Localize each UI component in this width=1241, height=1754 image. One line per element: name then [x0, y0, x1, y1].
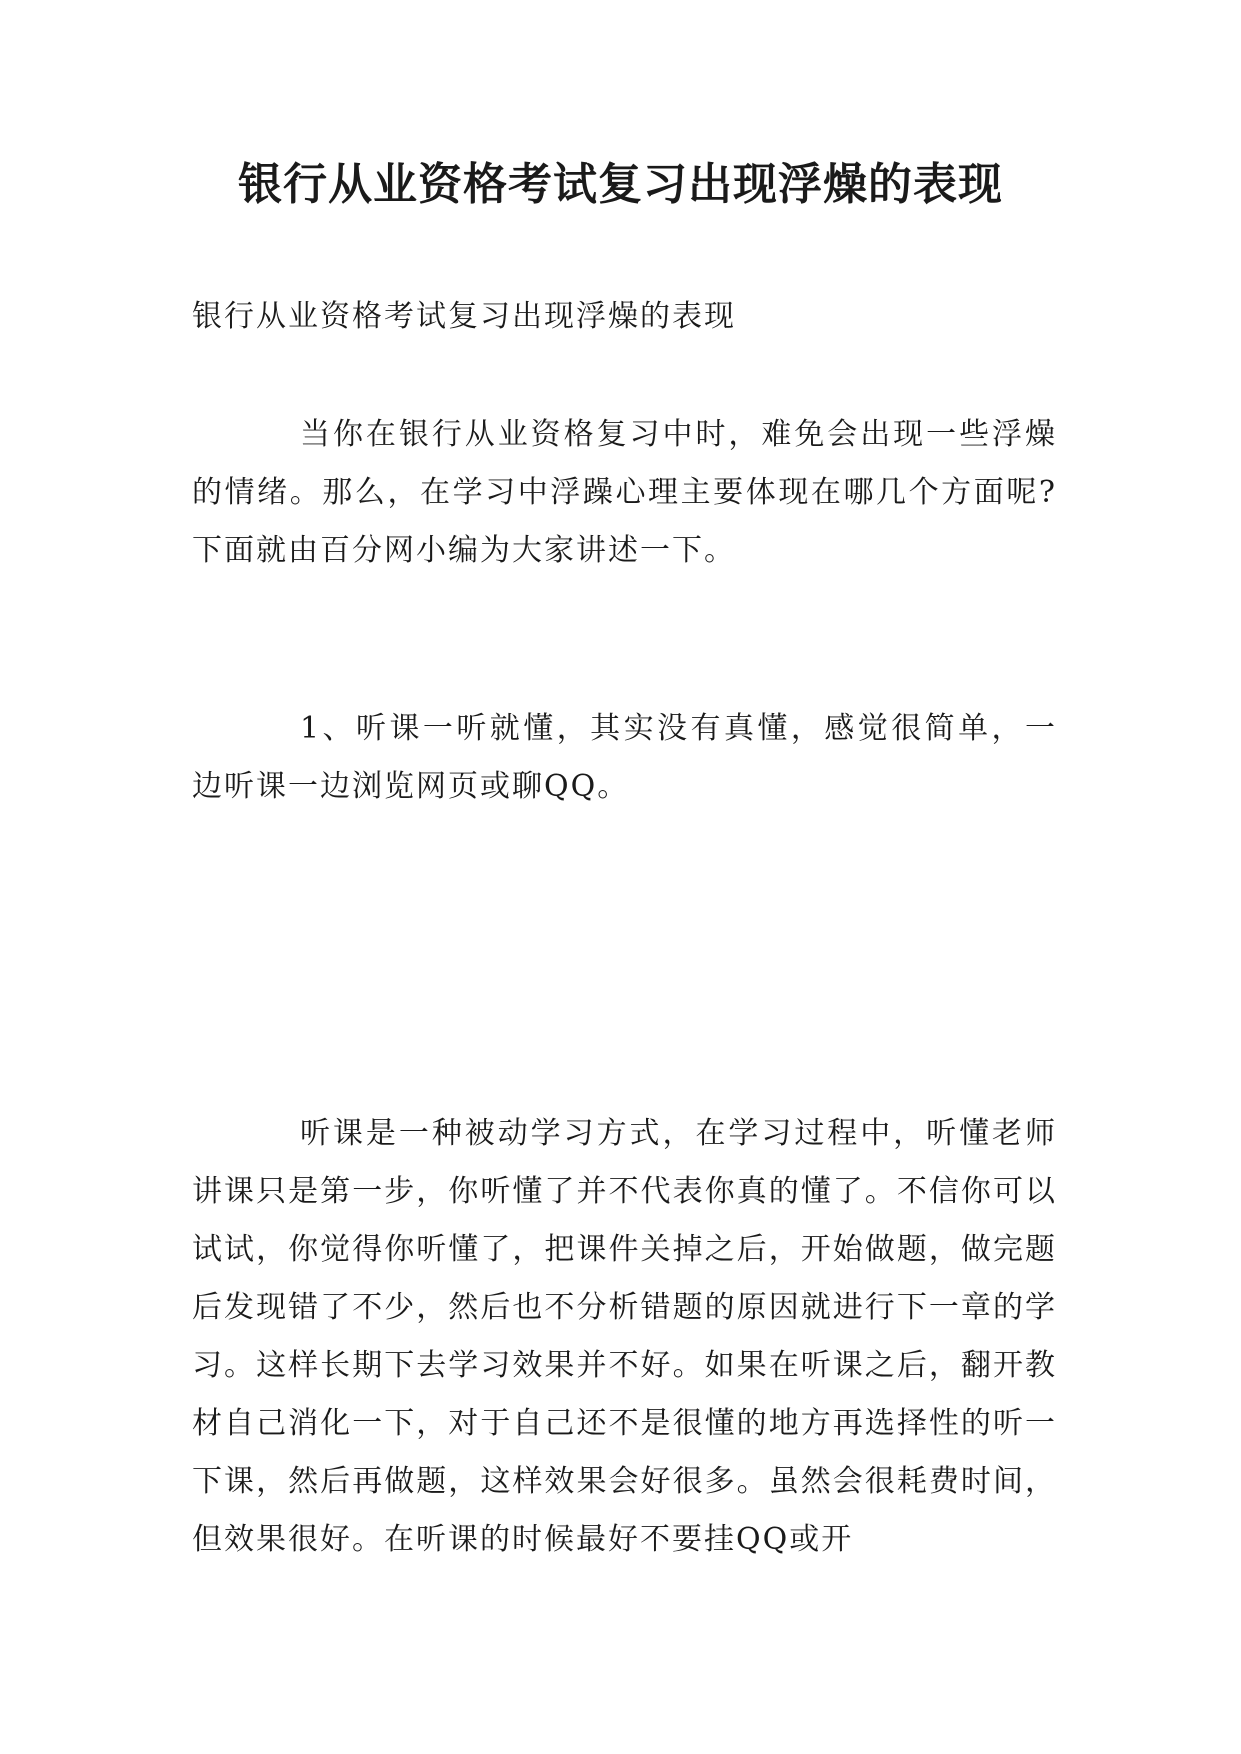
paragraph-intro: 当你在银行从业资格复习中时，难免会出现一些浮燥的情绪。那么，在学习中浮躁心理主要体现在哪几个方面呢?下面就由百分网小编为大家讲述一下。 — [192, 417, 1057, 568]
paragraph-point-1: 1、听课一听就懂，其实没有真懂，感觉很简单，一边听课一边浏览网页或聊QQ。 — [192, 711, 1057, 804]
paragraph-explanation: 听课是一种被动学习方式，在学习过程中，听懂老师讲课只是第一步，你听懂了并不代表你真的懂了。不信你可以试试，你觉得你听懂了，把课件关掉之后，开始做题，做完题后发现错了不少，然后也不分析错题的原因就进行下一章的学习。这样长期下去学习效果并不好。如果在听课之后，翻开教材自己消化一下，对于自己还不是很懂的地方再选择性的听一下课，然后再做题，这样效果会好很多。虽然会很耗费时间，但效果很好。在听课的时候最好不要挂QQ或开 — [192, 1116, 1057, 1557]
document-subtitle: 银行从业资格考试复习出现浮燥的表现 — [192, 299, 736, 334]
document-title: 银行从业资格考试复习出现浮燥的表现 — [238, 159, 1003, 210]
